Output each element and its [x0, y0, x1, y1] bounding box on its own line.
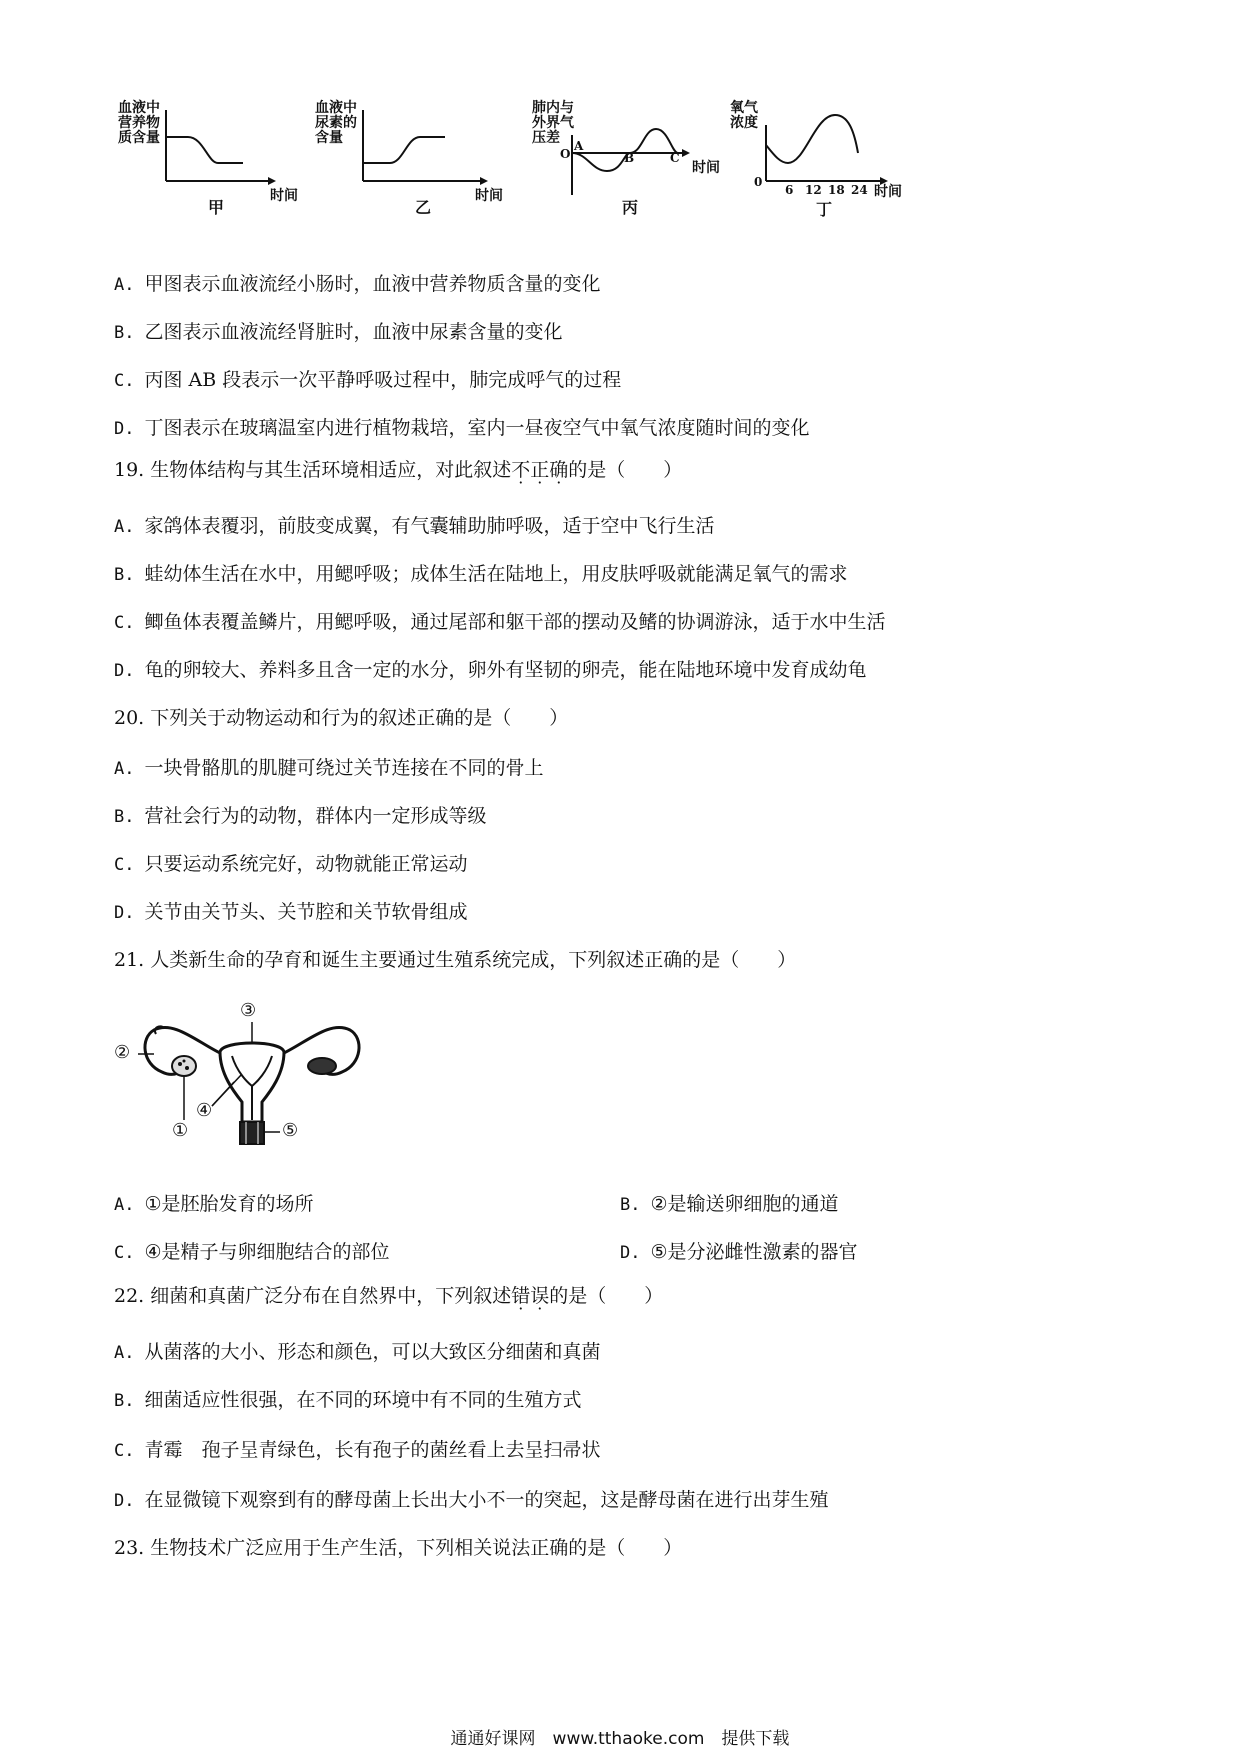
option-text: 乙图表示血液流经肾脏时，血液中尿素含量的变化	[144, 321, 563, 343]
q23-stem	[114, 1536, 682, 1560]
q20-option-b	[114, 804, 487, 829]
option-letter: C.	[114, 855, 135, 875]
graph-ding	[730, 100, 930, 245]
label-4: ④	[196, 1100, 213, 1121]
q21-option-b	[620, 1192, 839, 1217]
option-text: 丁图表示在玻璃温室内进行植物栽培，室内一昼夜空气中氧气浓度随时间的变化	[144, 417, 810, 439]
option-letter: D.	[114, 1491, 135, 1511]
stem-text: 生物体结构与其生活环境相适应，对此叙述	[150, 459, 512, 481]
graph-yi	[315, 100, 525, 245]
emphasis-char: 不	[511, 459, 531, 481]
option-text: 龟的卵较大、养料多且含一定的水分，卵外有坚韧的卵壳，能在陆地环境中发育成幼龟	[144, 659, 867, 681]
option-letter: A.	[114, 517, 135, 537]
emphasis-char: 错	[511, 1285, 531, 1307]
option-text: ④是精子与卵细胞结合的部位	[144, 1241, 390, 1263]
q22-option-a	[114, 1340, 601, 1365]
option-text: 丙图 AB 段表示一次平静呼吸过程中，肺完成呼气的过程	[144, 369, 622, 391]
q19-option-c	[114, 610, 886, 635]
question-number: 23.	[114, 1537, 145, 1559]
stem-text: 下列关于动物运动和行为的叙述正确的是（ ）	[150, 707, 569, 729]
stem-text: 的是（ ）	[549, 1285, 664, 1307]
graph-bing-point-a: A	[574, 139, 584, 153]
q20-option-c	[114, 852, 468, 877]
q22-stem	[114, 1284, 663, 1308]
graph-bing-origin: O	[560, 147, 571, 161]
option-letter: B.	[114, 323, 135, 343]
label-3: ③	[240, 1000, 257, 1021]
graph-jia	[118, 100, 318, 245]
option-text: 一块骨骼肌的肌腱可绕过关节连接在不同的骨上	[144, 757, 544, 779]
emphasis-char: 正	[530, 459, 550, 481]
q21-option-d	[620, 1240, 858, 1265]
graph-ding-tick-24: 24	[851, 183, 868, 197]
graph-bing-ylabel: 肺内与外界气压差	[532, 100, 574, 146]
graph-ding-xlabel: 时间	[874, 184, 902, 200]
question-number: 20.	[114, 707, 145, 729]
q21-option-a	[114, 1192, 314, 1217]
option-text: ①是胚胎发育的场所	[144, 1193, 314, 1215]
option-letter: B.	[114, 565, 135, 585]
option-text: 家鸽体表覆羽，前肢变成翼，有气囊辅助肺呼吸，适于空中飞行生活	[144, 515, 715, 537]
label-1: ①	[172, 1120, 189, 1141]
graph-ding-ylabel: 氧气浓度	[730, 100, 758, 131]
graph-yi-name: 乙	[415, 198, 432, 217]
graph-bing-name: 丙	[622, 198, 639, 217]
option-letter: D.	[114, 903, 135, 923]
stem-text: 细菌和真菌广泛分布在自然界中，下列叙述	[150, 1285, 512, 1307]
option-text: 只要运动系统完好，动物就能正常运动	[144, 853, 468, 875]
q19-option-d	[114, 658, 867, 683]
option-letter: A.	[114, 759, 135, 779]
stem-text: 人类新生命的孕育和诞生主要通过生殖系统完成，下列叙述正确的是（ ）	[150, 949, 797, 971]
option-letter: D.	[114, 419, 135, 439]
q18-option-a	[114, 272, 601, 297]
option-text: 在显微镜下观察到有的酵母菌上长出大小不一的突起，这是酵母菌在进行出芽生殖	[144, 1489, 829, 1511]
graph-ding-tick-0: 0	[754, 175, 763, 189]
option-letter: C.	[114, 613, 135, 633]
option-letter: A.	[114, 275, 135, 295]
option-text: 营社会行为的动物，群体内一定形成等级	[144, 805, 487, 827]
graph-jia-ylabel: 血液中营养物质含量	[118, 100, 160, 146]
option-letter: C.	[114, 1243, 135, 1263]
question-number: 19.	[114, 459, 145, 481]
option-text: 从菌落的大小、形态和颜色，可以大致区分细菌和真菌	[144, 1341, 601, 1363]
option-text: ⑤是分泌雌性激素的器官	[650, 1241, 858, 1263]
q19-option-b	[114, 562, 848, 587]
label-5: ⑤	[282, 1120, 299, 1141]
q22-option-b	[114, 1388, 582, 1413]
option-text: 蛙幼体生活在水中，用鳃呼吸；成体生活在陆地上，用皮肤呼吸就能满足氧气的需求	[144, 563, 848, 585]
emphasis-char: 误	[530, 1285, 550, 1307]
q20-option-a	[114, 756, 544, 781]
graph-bing-xlabel: 时间	[692, 160, 720, 176]
option-text: ②是输送卵细胞的通道	[650, 1193, 839, 1215]
option-text: 甲图表示血液流经小肠时，血液中营养物质含量的变化	[144, 273, 601, 295]
graph-ding-tick-18: 18	[828, 183, 845, 197]
graph-jia-name: 甲	[208, 198, 225, 217]
stem-text: 生物技术广泛应用于生产生活，下列相关说法正确的是（ ）	[150, 1537, 683, 1559]
option-text: 细菌适应性很强，在不同的环境中有不同的生殖方式	[144, 1389, 582, 1411]
option-letter: D.	[620, 1243, 641, 1263]
stem-text: 的是（ ）	[568, 459, 683, 481]
emphasis-char: 确	[549, 459, 569, 481]
q18-option-d	[114, 416, 810, 441]
option-letter: C.	[114, 371, 135, 391]
q18-option-b	[114, 320, 563, 345]
q20-option-d	[114, 900, 468, 925]
graph-ding-tick-12: 12	[805, 183, 822, 197]
option-text: 青霉 孢子呈青绿色，长有孢子的菌丝看上去呈扫帚状	[144, 1439, 601, 1461]
graph-jia-xlabel: 时间	[270, 188, 298, 204]
q22-option-d	[114, 1488, 829, 1513]
graph-ding-name: 丁	[816, 200, 833, 219]
q19-option-a	[114, 514, 715, 539]
uterus-drawing	[112, 1002, 392, 1167]
option-letter: C.	[114, 1441, 135, 1461]
option-text: 关节由关节头、关节腔和关节软骨组成	[144, 901, 468, 923]
option-letter: A.	[114, 1195, 135, 1215]
graph-bing-point-b: B	[624, 151, 635, 165]
option-text: 鲫鱼体表覆盖鳞片，用鳃呼吸，通过尾部和躯干部的摆动及鳍的协调游泳，适于水中生活	[144, 611, 886, 633]
option-letter: A.	[114, 1343, 135, 1363]
question-number: 21.	[114, 949, 145, 971]
female-reproductive-system-diagram	[112, 1002, 392, 1167]
option-letter: B.	[114, 1391, 135, 1411]
q20-stem	[114, 706, 568, 730]
graph-row	[118, 100, 1018, 245]
option-letter: D.	[114, 661, 135, 681]
graph-ding-tick-6: 6	[785, 183, 794, 197]
graph-bing-point-c: C	[670, 151, 680, 165]
footer-source: 通通好课网 www.tthaoke.com 提供下载	[450, 1729, 790, 1749]
q22-option-c	[114, 1438, 601, 1463]
q18-option-c	[114, 368, 621, 393]
graph-bing	[532, 100, 752, 245]
graph-yi-xlabel: 时间	[475, 188, 503, 204]
q21-stem	[114, 948, 796, 972]
option-letter: B.	[620, 1195, 641, 1215]
q19-stem	[114, 458, 682, 482]
question-number: 22.	[114, 1285, 145, 1307]
option-letter: B.	[114, 807, 135, 827]
q21-option-c	[114, 1240, 390, 1265]
label-2: ②	[114, 1042, 131, 1063]
graph-yi-ylabel: 血液中尿素的含量	[315, 100, 357, 146]
